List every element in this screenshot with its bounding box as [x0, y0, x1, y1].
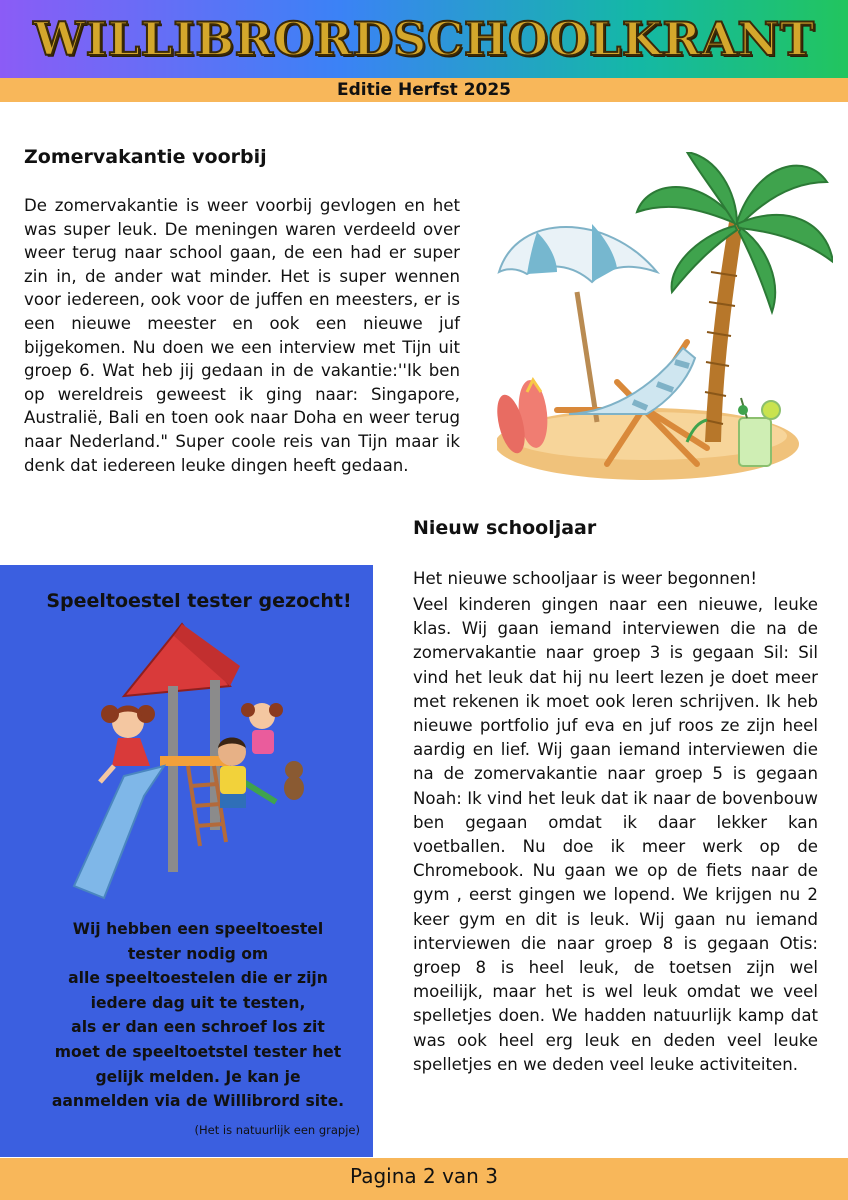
page-number: Pagina 2 van 3 — [350, 1164, 498, 1188]
newspaper-title: WILLIBRORDSCHOOLKRANT — [33, 12, 815, 66]
umbrella-pole — [577, 292, 597, 422]
tester-line: tester nodig om — [127, 944, 269, 963]
edition-label: Editie Herfst 2025 — [336, 80, 512, 100]
tester-line: moet de speeltoetstel tester het — [54, 1042, 342, 1061]
umbrella-canopy — [499, 227, 657, 282]
playground-illustration — [64, 616, 312, 904]
school-article-lead: Het nieuwe schooljaar is weer begonnen! — [413, 569, 758, 588]
child-on-ladder — [218, 738, 246, 809]
tester-line: iedere dag uit te testen, — [90, 993, 306, 1012]
tester-line: aanmelden via de Willibrord site. — [51, 1092, 345, 1111]
tester-line: als er dan een schroef los zit — [71, 1018, 325, 1037]
summer-article-heading: Zomervakantie voorbij — [24, 146, 267, 168]
tester-line: gelijk melden. Je kan je — [95, 1067, 301, 1086]
summer-article-body: De zomervakantie is weer voorbij gevlogen en het was super leuk. De meningen waren verdeeld over weer terug naar school gaan, de een had er super zin in, de ander wat minder. Het is super wennen voor iedereen, ook voor de juffen en meesters, er is een nieuwe meester en ook een nieuwe juf bijgekomen. Nu doen we een interview met Tijn uit groep 6. Wat heb jij gedaan in de vakantie:''Ik ben op wereldreis geweest ik ging naar: Singapore, Australië, Bali en toen ook naar Doha en weer terug naar Nederland." Super coole reis van Tijn maar ik denk dat iedereen leuke dingen heeft gedaan. — [24, 196, 460, 475]
child-on-platform — [241, 703, 283, 754]
school-article-heading: Nieuw schooljaar — [413, 517, 597, 539]
joke-note: (Het is natuurlijk een grapje) — [194, 1123, 360, 1137]
tester-box-title: Speeltoestel tester gezocht! — [46, 590, 352, 612]
palm-leaves — [637, 152, 833, 312]
tester-line: Wij hebben een speeltoestel — [72, 920, 324, 938]
tester-box-body — [30, 917, 366, 1114]
school-article-body: Veel kinderen gingen naar een nieuwe, leuke klas. Wij gaan iemand interviewen die na de zomervakantie naar groep 3 is gegaan Sil: Sil vind het leuk dat hij nu leert lezen je doet meer met rekenen ik moet ook leren schrijven. Ik heb nieuwe portfolio juf eva en juf roos ze zijn heel aardig en lief. Wij gaan iemand interviewen die na de zomervakantie naar groep 5 is gegaan Noah: Ik vind het leuk dat ik naar de bovenbouw ben gegaan omdat ik daar lekker kan voetballen. Nu doe ik meer werk op de Chromebook. Nu gaan we op de fiets naar de gym , eerst gingen we lopend. We krijgen nu 2 keer gym en dit is leuk. Wij gaan nu iemand interviewen die naar groep 8 is gegaan Otis: groep 8 is heel leuk, de toetsen zijn wel moeilijk, maar het is wel leuk omdat we veel spelletjes doen. We hadden natuurlijk kamp dat was ook heel erg leuk en deden veel leuke spelletjes en we deden veel leuke activiteiten. — [413, 595, 818, 1074]
beach-illustration — [497, 152, 833, 484]
teddy-bear — [284, 761, 304, 800]
slide — [74, 766, 164, 898]
tester-line: alle speeltoestelen die er zijn — [68, 969, 328, 988]
